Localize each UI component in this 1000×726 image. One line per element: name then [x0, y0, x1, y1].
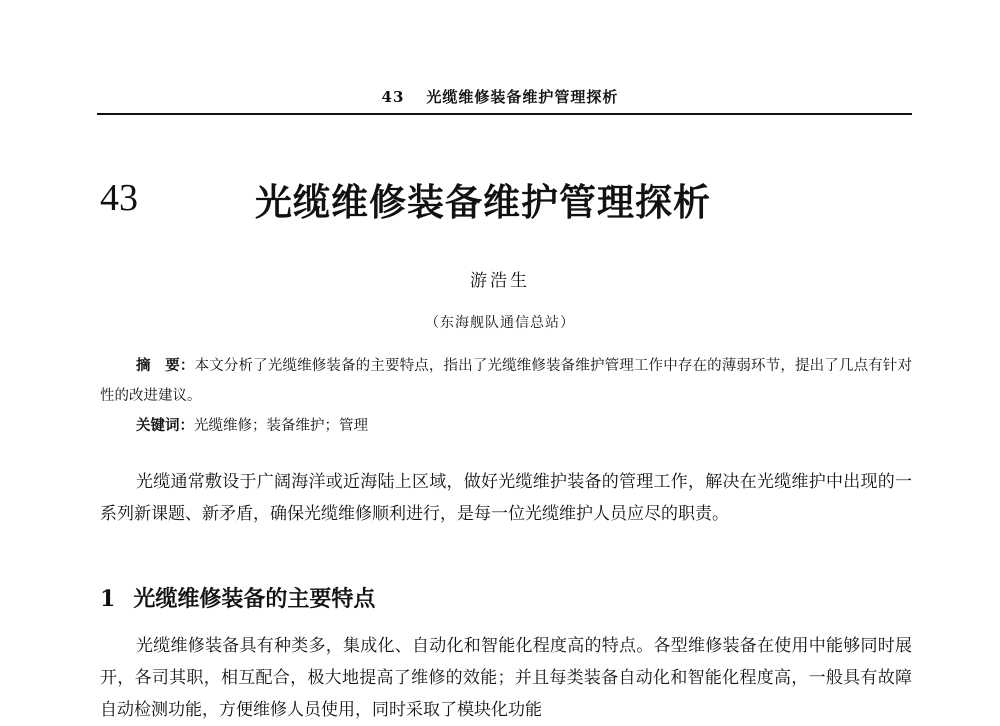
header-rule: [97, 113, 912, 115]
author: 游浩生: [470, 271, 530, 291]
keywords: [136, 411, 368, 441]
intro-paragraph: 光缆通常敷设于广阔海洋或近海陆上区域，做好光缆维护装备的管理工作，解决在光缆维护中出现的一系列新课题、新矛盾，确保光缆维修顺利进行，是每一位光缆维护人员应尽的职责。: [100, 472, 912, 524]
running-header-number: 43: [381, 88, 405, 106]
abstract-label: 摘 要：: [136, 357, 195, 374]
running-header-title: 光缆维修装备维护管理探析: [426, 88, 619, 106]
keywords-label: 关键词：: [136, 417, 194, 434]
section-paragraph: 光缆维修装备具有种类多，集成化、自动化和智能化程度高的特点。各型维修装备在使用中能够同时展开，各司其职，相互配合，极大地提高了维修的效能；并且每类装备自动化和智能化程度高，一般具有故障自动检测功能，方便维修人员使用，同时采取了模块化功能: [100, 636, 912, 720]
chapter-number: 43: [100, 177, 138, 219]
running-header: [0, 86, 1000, 107]
affiliation: （东海舰队通信总站）: [425, 315, 575, 331]
section-number: 1: [100, 586, 116, 612]
abstract: [100, 351, 912, 411]
chapter-title: 光缆维修装备维护管理探析: [255, 180, 711, 224]
section-heading: [100, 582, 375, 613]
abstract-text: 本文分析了光缆维修装备的主要特点，指出了光缆维修装备维护管理工作中存在的薄弱环节，提出了几点有针对性的改进建议。: [100, 358, 912, 404]
keywords-text: 光缆维修；装备维护；管理: [194, 418, 368, 434]
section-title: 光缆维修装备的主要特点: [133, 586, 376, 612]
